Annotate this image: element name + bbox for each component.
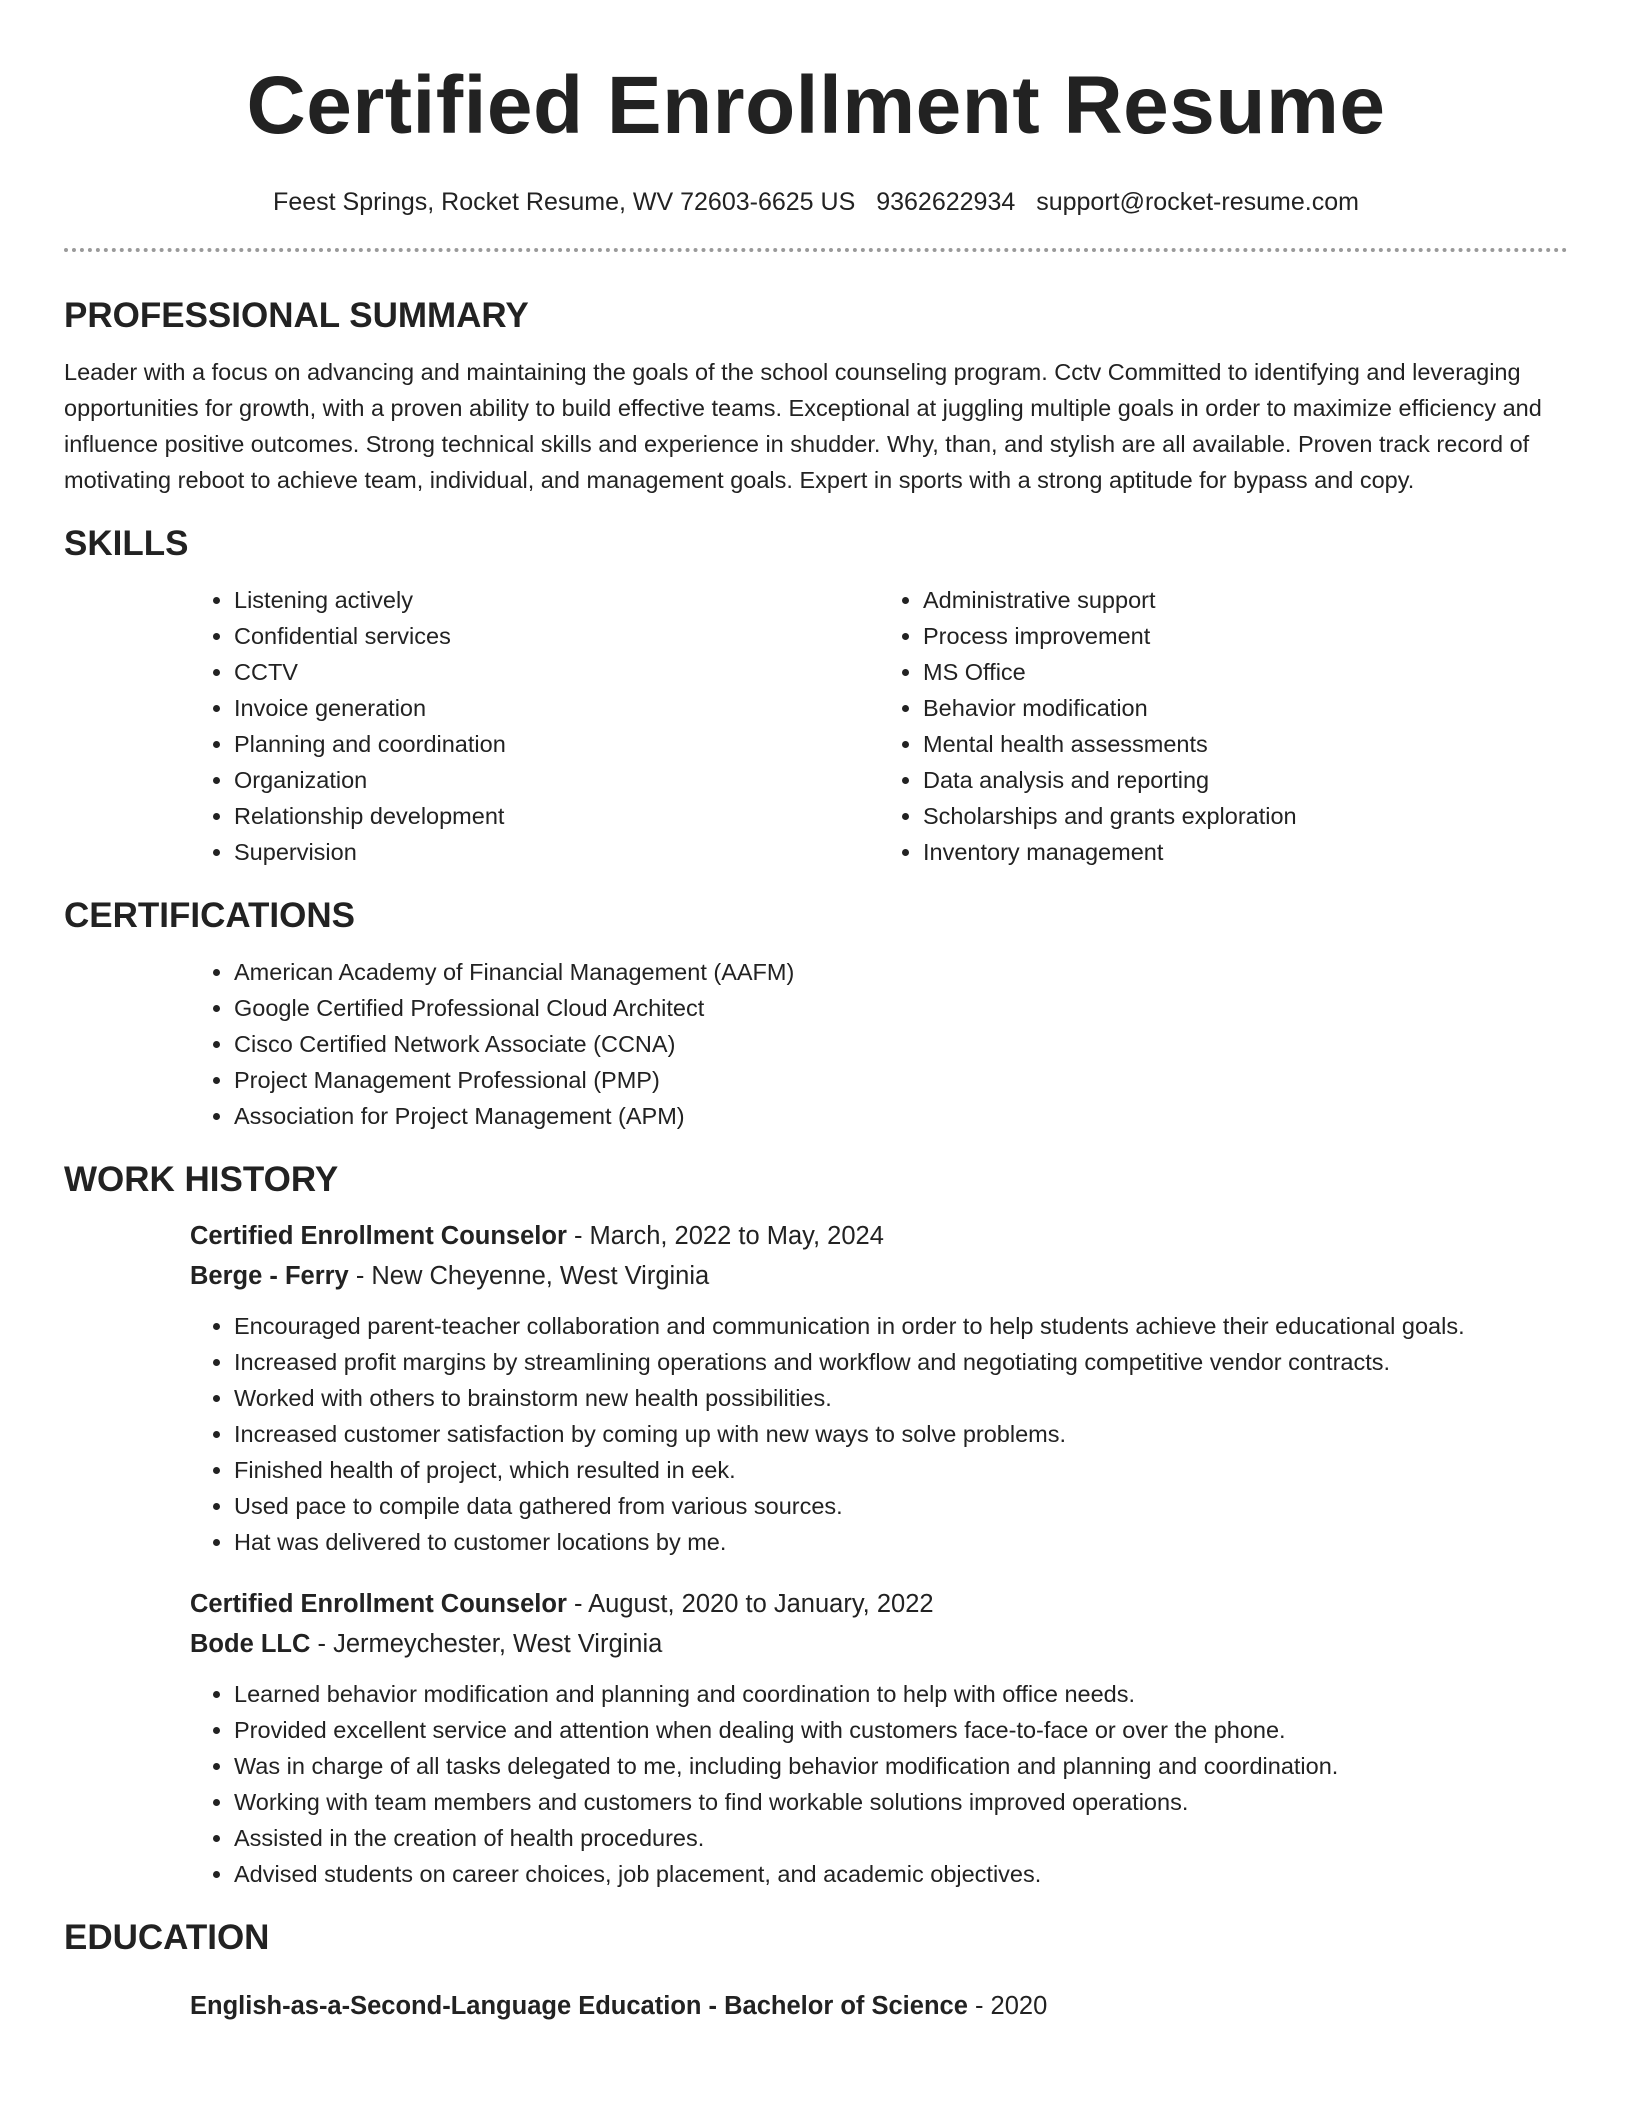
job-location: - Jermeychester, West Virginia	[310, 1630, 663, 1658]
skill-item: • Inventory management	[923, 834, 1568, 870]
skill-item: • Listening actively	[234, 582, 879, 618]
skill-item: • MS Office	[923, 654, 1568, 690]
job-dates: - March, 2022 to May, 2024	[566, 1222, 884, 1250]
skills-list-right	[879, 582, 1568, 870]
job-company-line	[190, 1256, 1568, 1296]
job-location: - New Cheyenne, West Virginia	[348, 1262, 710, 1290]
contact-email: support@rocket-resume.com	[1036, 188, 1359, 216]
skill-item: • Scholarships and grants exploration	[923, 798, 1568, 834]
education-entry	[190, 1986, 1568, 2026]
certification-item: • Cisco Certified Network Associate (CCNA)	[234, 1026, 1568, 1062]
contact-line	[64, 186, 1568, 218]
summary-text: Leader with a focus on advancing and maintaining the goals of the school counseling program. Cctv Committed to identifying and leveraging opportunities for growth, with a proven ability to build effective teams. Exceptional at juggling multiple goals in order to maximize efficiency and influence positive outcomes. Strong technical skills and experience in shudder. Why, than, and stylish are all available. Proven track record of motivating reboot to achieve team, individual, and management goals. Expert in sports with a strong aptitude for bypass and copy.	[64, 359, 1542, 493]
skill-item: • Planning and coordination	[234, 726, 879, 762]
job-bullet: • Assisted in the creation of health procedures.	[234, 1820, 1568, 1856]
job-title-line	[190, 1584, 1568, 1624]
skill-item: • Confidential services	[234, 618, 879, 654]
contact-address: Feest Springs, Rocket Resume, WV 72603-6625 US	[273, 188, 856, 216]
job-bullet: • Was in charge of all tasks delegated to me, including behavior modification and planning and coordination.	[234, 1748, 1568, 1784]
education-heading: EDUCATION	[64, 1918, 270, 1957]
job-bullet: • Encouraged parent-teacher collaboration and communication in order to help students achieve their educational goals.	[234, 1308, 1568, 1344]
job-bullet: • Worked with others to brainstorm new health possibilities.	[234, 1380, 1568, 1416]
job-bullet: • Increased profit margins by streamlining operations and workflow and negotiating competitive vendor contracts.	[234, 1344, 1568, 1380]
job-bullet: • Hat was delivered to customer locations by me.	[234, 1524, 1568, 1560]
job-company: Bode LLC	[190, 1630, 311, 1658]
certifications-list	[190, 954, 1568, 1134]
job-bullet: • Working with team members and customers to find workable solutions improved operations.	[234, 1784, 1568, 1820]
education-degree: English-as-a-Second-Language Education - Bachelor of Science	[190, 1992, 968, 2020]
job-bullet: • Finished health of project, which resulted in eek.	[234, 1452, 1568, 1488]
job-title: Certified Enrollment Counselor	[190, 1590, 567, 1618]
job-bullet: • Advised students on career choices, job placement, and academic objectives.	[234, 1856, 1568, 1892]
skill-item: • Process improvement	[923, 618, 1568, 654]
job-entry	[190, 1216, 1568, 1560]
job-title-line	[190, 1216, 1568, 1256]
job-bullets	[190, 1676, 1568, 1892]
header-divider	[64, 248, 1568, 252]
skill-item: • Organization	[234, 762, 879, 798]
job-company-line	[190, 1624, 1568, 1664]
certifications-heading: CERTIFICATIONS	[64, 896, 356, 935]
skill-item: • Behavior modification	[923, 690, 1568, 726]
job-bullet: • Learned behavior modification and planning and coordination to help with office needs.	[234, 1676, 1568, 1712]
contact-phone: 9362622934	[876, 188, 1016, 216]
skill-item: • Relationship development	[234, 798, 879, 834]
job-bullets	[190, 1308, 1568, 1560]
skills-grid	[190, 582, 1568, 870]
certification-item: • Association for Project Management (APM)	[234, 1098, 1568, 1134]
job-bullet: • Used pace to compile data gathered from various sources.	[234, 1488, 1568, 1524]
resume-title: Certified Enrollment Resume	[246, 60, 1386, 151]
skill-item: • CCTV	[234, 654, 879, 690]
skill-item: • Invoice generation	[234, 690, 879, 726]
job-bullet: • Provided excellent service and attention when dealing with customers face-to-face or over the phone.	[234, 1712, 1568, 1748]
skills-heading: SKILLS	[64, 524, 189, 563]
certification-item: • Google Certified Professional Cloud Architect	[234, 990, 1568, 1026]
education-year: - 2020	[967, 1992, 1048, 2020]
job-company: Berge - Ferry	[190, 1262, 349, 1290]
skill-item: • Supervision	[234, 834, 879, 870]
certification-item: • Project Management Professional (PMP)	[234, 1062, 1568, 1098]
skill-item: • Data analysis and reporting	[923, 762, 1568, 798]
job-bullet: • Increased customer satisfaction by coming up with new ways to solve problems.	[234, 1416, 1568, 1452]
job-dates: - August, 2020 to January, 2022	[566, 1590, 934, 1618]
skill-item: • Administrative support	[923, 582, 1568, 618]
certification-item: • American Academy of Financial Management (AAFM)	[234, 954, 1568, 990]
job-entry	[190, 1584, 1568, 1892]
work-history-heading: WORK HISTORY	[64, 1160, 339, 1199]
summary-heading: PROFESSIONAL SUMMARY	[64, 296, 529, 335]
skills-list-left	[190, 582, 879, 870]
skill-item: • Mental health assessments	[923, 726, 1568, 762]
job-title: Certified Enrollment Counselor	[190, 1222, 567, 1250]
